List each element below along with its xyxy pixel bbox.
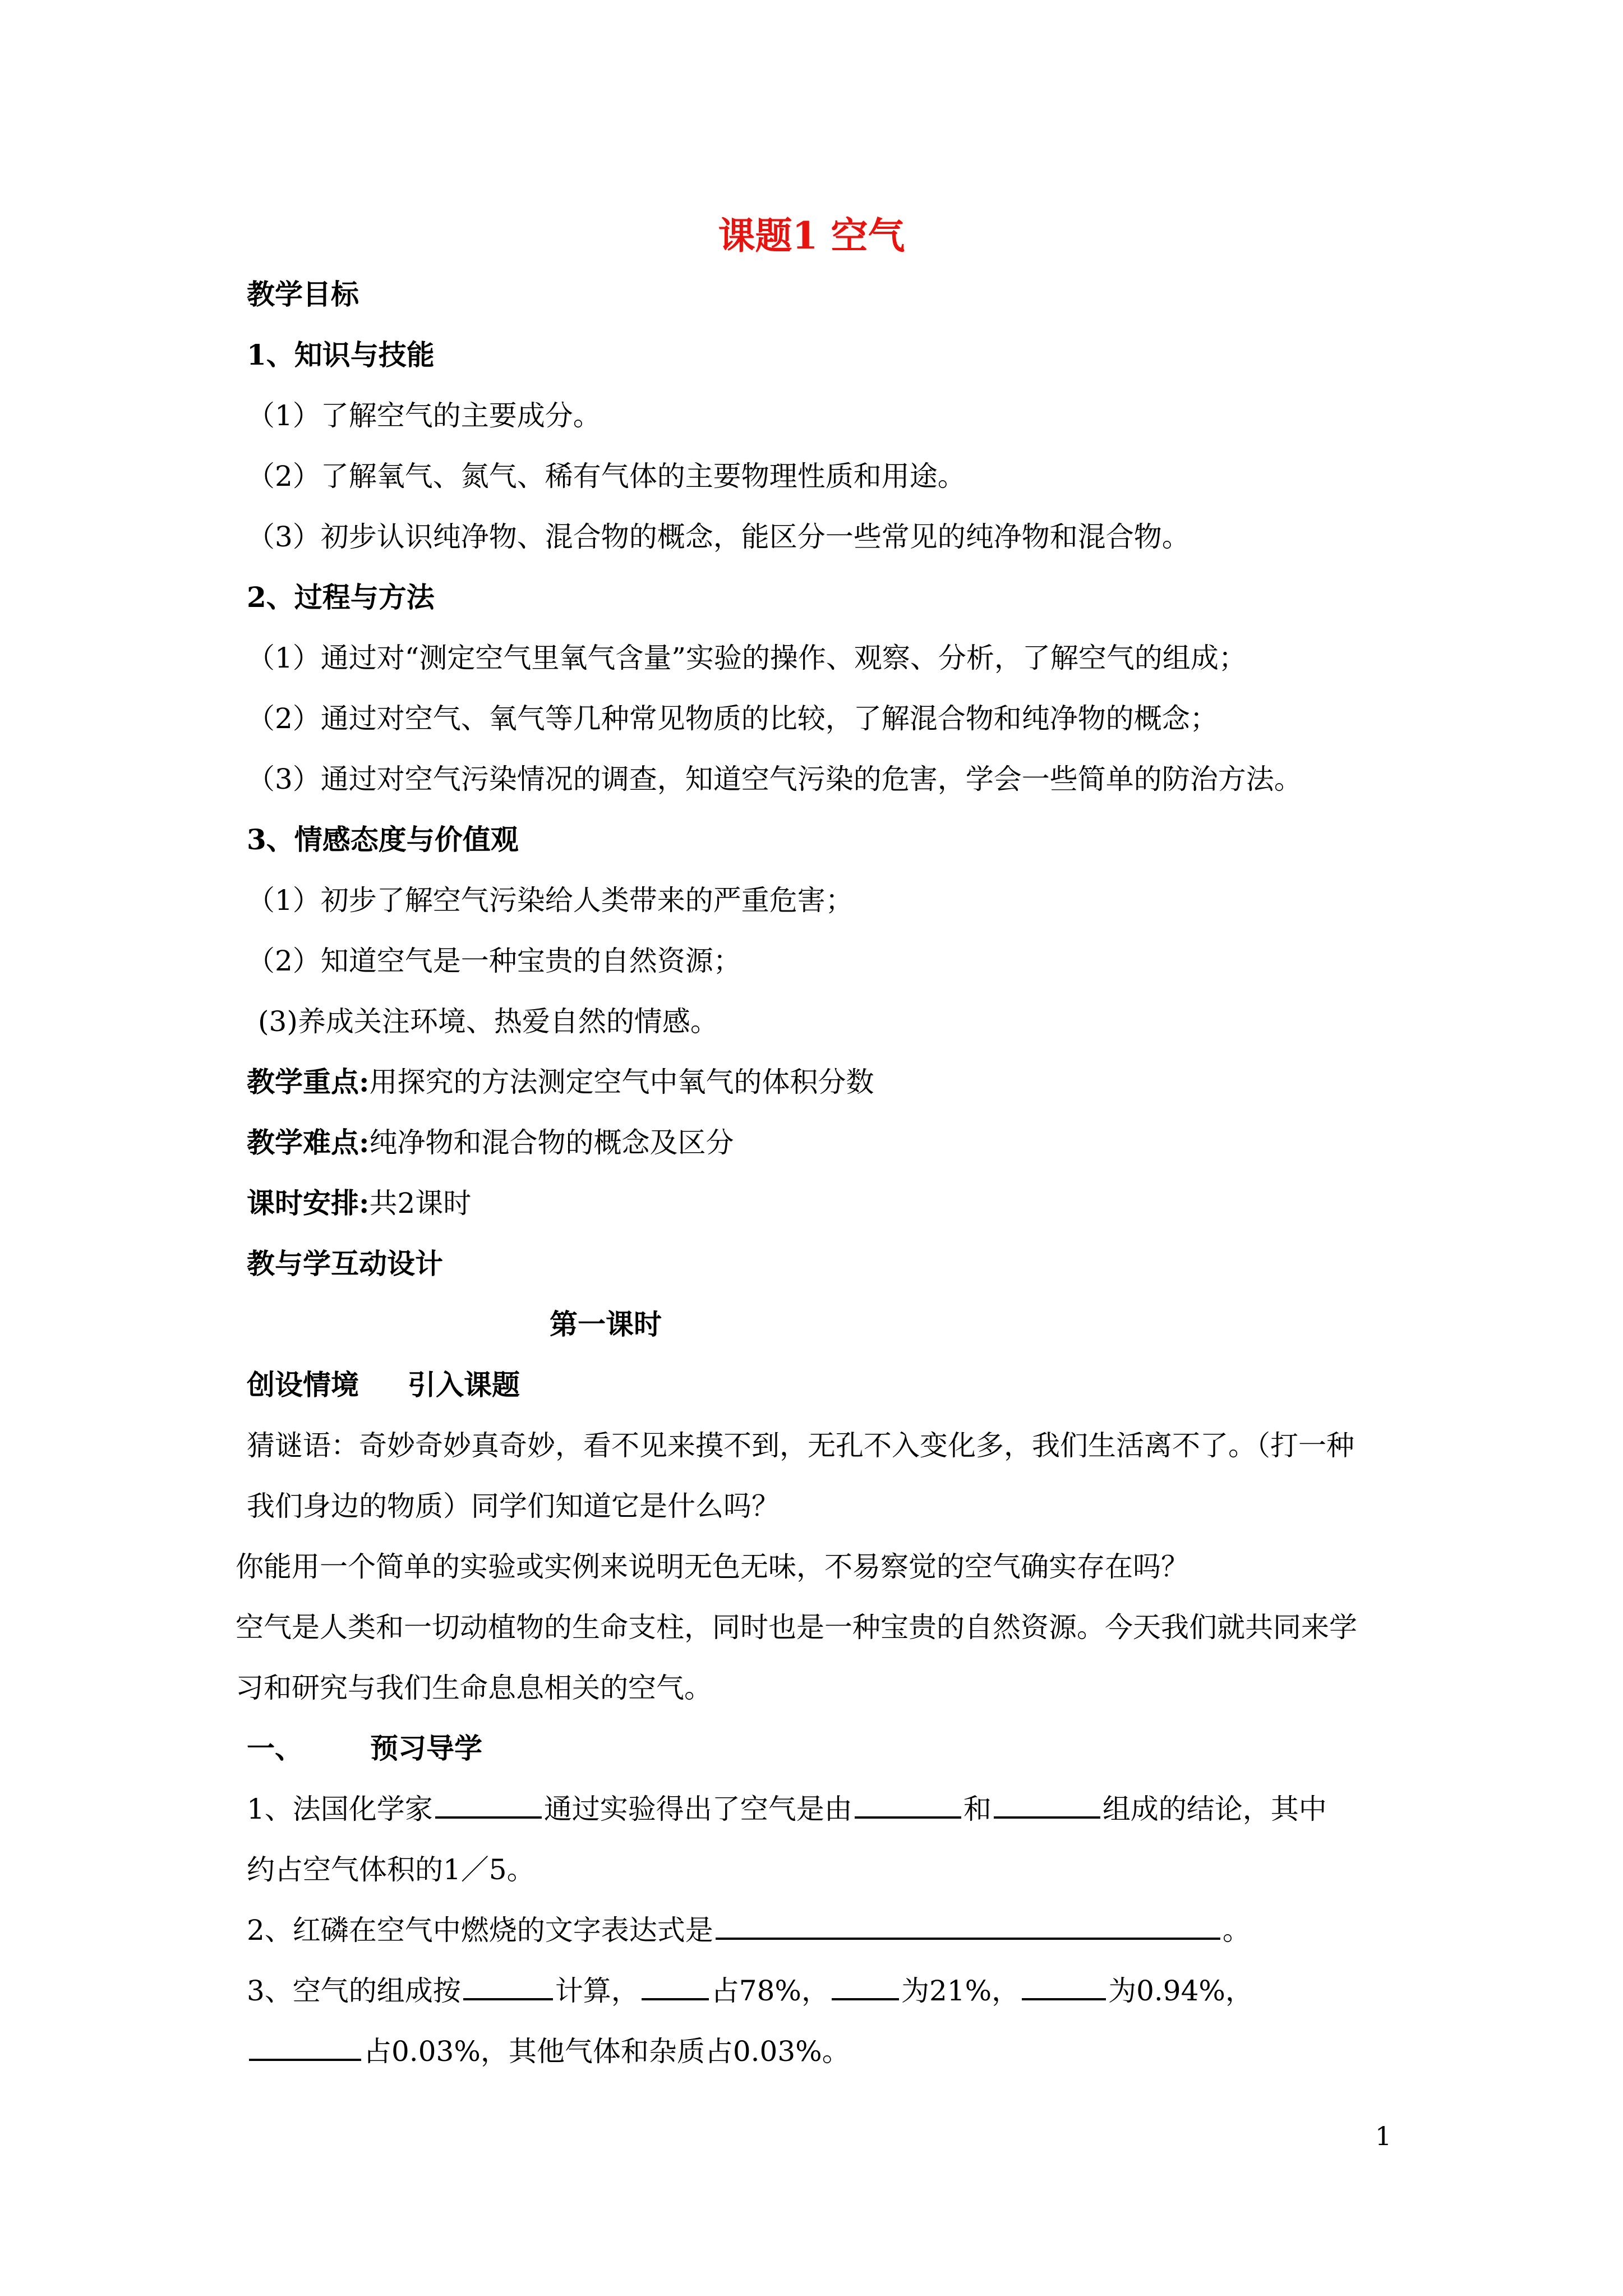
section-2-heading: 2、过程与方法	[247, 581, 435, 614]
schedule	[247, 1185, 471, 1222]
page-title: 课题1 空气	[718, 214, 905, 257]
preview-number: 一、	[247, 1732, 303, 1765]
goal-item: （1）通过对“测定空气里氧气含量”实验的操作、观察、分析，了解空气的组成；	[247, 642, 1247, 674]
schedule-text: 共2课时	[369, 1187, 472, 1220]
question-text: 。	[1222, 1914, 1251, 1947]
blank-component-2[interactable]	[994, 1791, 1100, 1819]
blank-gas-003[interactable]	[249, 2033, 361, 2061]
question-text: 3、空气的组成按	[247, 1975, 461, 2007]
question-text: 占0.03%，其他气体和杂质占0.03%。	[363, 2035, 850, 2068]
lesson-heading: 第一课时	[550, 1308, 662, 1341]
blank-chemist[interactable]	[435, 1791, 542, 1819]
question-text: 组成的结论，其中	[1102, 1793, 1327, 1825]
difficulty-text: 纯净物和混合物的概念及区分	[369, 1126, 734, 1159]
paragraph: 你能用一个简单的实验或实例来说明无色无味，不易察觉的空气确实存在吗？	[236, 1550, 1189, 1583]
question-3-line-2	[247, 2033, 850, 2070]
question-2	[247, 1912, 1251, 1949]
difficulty	[247, 1124, 734, 1161]
question-3	[247, 1972, 1253, 2009]
goal-item: （3）初步认识纯净物、混合物的概念，能区分一些常见的纯净物和混合物。	[247, 521, 1190, 553]
question-text: 2、红磷在空气中燃烧的文字表达式是	[247, 1914, 713, 1947]
question-text: 计算，	[555, 1975, 639, 2007]
section-3-heading: 3、情感态度与价值观	[247, 823, 519, 856]
goal-item: （1）初步了解空气污染给人类带来的严重危害；	[247, 884, 854, 917]
goal-item: (3)养成关注环境、热爱自然的情感。	[258, 1005, 718, 1038]
goal-item: （2）通过对空气、氧气等几种常见物质的比较，了解混合物和纯净物的概念；	[247, 702, 1218, 735]
question-1	[247, 1791, 1327, 1828]
section-1-heading: 1、知识与技能	[247, 338, 435, 371]
paragraph: 空气是人类和一切动植物的生命支柱，同时也是一种宝贵的自然资源。今天我们就共同来学	[236, 1611, 1357, 1644]
paragraph: 习和研究与我们生命息息相关的空气。	[236, 1672, 712, 1704]
goal-item: （3）通过对空气污染情况的调查，知道空气污染的危害，学会一些简单的防治方法。	[247, 763, 1302, 795]
goal-item: （1）了解空气的主要成分。	[247, 399, 601, 432]
page-number: 1	[1375, 2121, 1392, 2151]
riddle-text: 猜谜语：奇妙奇妙真奇妙，看不见来摸不到，无孔不入变化多，我们生活离不了。（打一种	[247, 1429, 1354, 1462]
blank-component-1[interactable]	[855, 1791, 961, 1819]
schedule-label: 课时安排:	[247, 1186, 370, 1220]
question-text: 为21%，	[901, 1975, 1020, 2007]
question-text: 占78%，	[711, 1975, 829, 2007]
blank-gas-78[interactable]	[642, 1972, 709, 2000]
key-point-label: 教学重点:	[247, 1065, 370, 1098]
question-text: 通过实验得出了空气是由	[543, 1793, 852, 1825]
blank-basis[interactable]	[463, 1972, 553, 2000]
key-point	[247, 1064, 874, 1101]
goals-heading: 教学目标	[247, 278, 359, 311]
question-text: 为0.94%，	[1108, 1975, 1253, 2007]
key-point-text: 用探究的方法测定空气中氧气的体积分数	[369, 1066, 874, 1098]
blank-gas-094[interactable]	[1022, 1972, 1106, 2000]
design-heading: 教与学互动设计	[247, 1247, 443, 1280]
intro-heading: 创设情境 引入课题	[247, 1368, 520, 1401]
difficulty-label: 教学难点:	[247, 1126, 370, 1159]
question-text: 和	[963, 1793, 992, 1825]
goal-item: （2）知道空气是一种宝贵的自然资源；	[247, 945, 741, 977]
blank-gas-21[interactable]	[832, 1972, 899, 2000]
question-text: 1、法国化学家	[247, 1793, 433, 1825]
goal-item: （2）了解氧气、氮气、稀有气体的主要物理性质和用途。	[247, 460, 966, 493]
question-1-line-2: 约占空气体积的1／5。	[247, 1853, 535, 1886]
riddle-text: 我们身边的物质）同学们知道它是什么吗？	[247, 1490, 780, 1522]
blank-word-equation[interactable]	[716, 1912, 1220, 1940]
preview-title: 预习导学	[370, 1732, 482, 1765]
preview-section-heading	[247, 1730, 482, 1767]
